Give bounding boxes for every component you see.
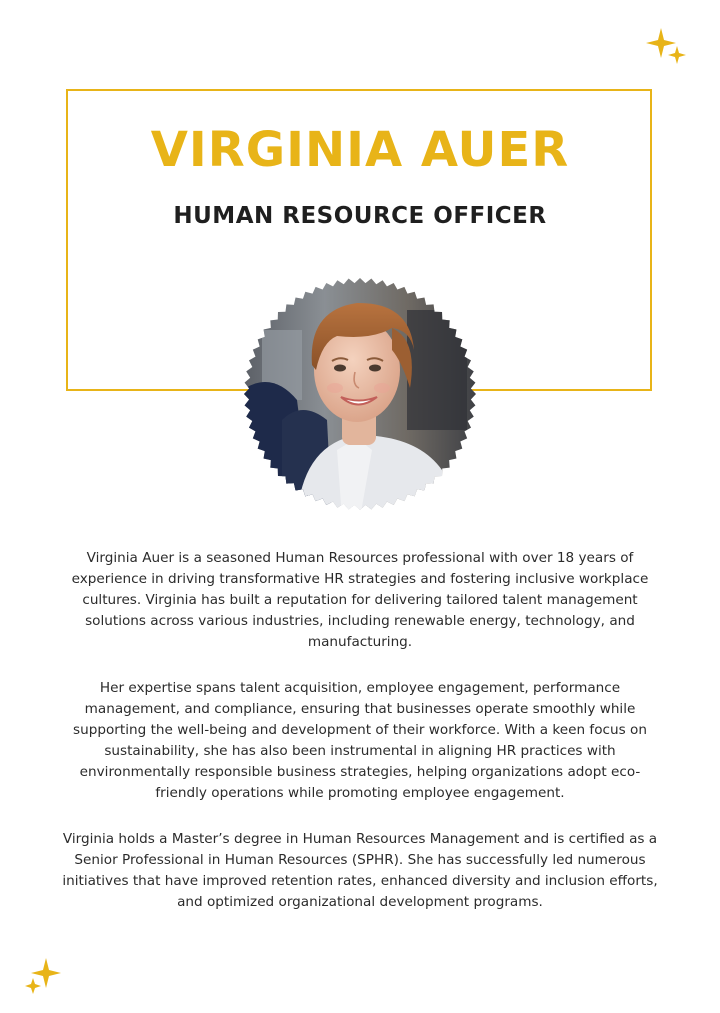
bio-paragraph-1: Virginia Auer is a seasoned Human Resources professional with over 18 years of experience in driving transformative HR strategies and fostering inclusive workplace cultures. Virginia has built a reputation for delivering tailored talent management solutions across various industries, including renewable energy, technology, and manufacturing. <box>71 550 649 650</box>
profile-photo <box>242 270 478 518</box>
bio-paragraph-3: Virginia holds a Master’s degree in Human Resources Management and is certified as a Senior Professional in Human Resources (SPHR). She has successfully led numerous initiatives that have improved retention rates, enhanced diversity and inclusion efforts, and optimized organizational development programs. <box>62 831 658 910</box>
sparkle-icon <box>644 26 688 66</box>
person-name: VIRGINIA AUER <box>150 122 570 178</box>
job-title: HUMAN RESOURCE OFFICER <box>173 203 547 229</box>
sparkle-icon <box>24 956 68 996</box>
bio-section <box>58 548 662 938</box>
bio-paragraph-2: Her expertise spans talent acquisition, employee engagement, performance management, and compliance, ensuring that businesses operate smoothly while supporting the well-being and development of their workforce. With a keen focus on sustainability, she has also been instrumental in aligning HR practices with environmentally responsible business strategies, helping organizations adopt eco-friendly operations while promoting employee engagement. <box>73 680 647 801</box>
